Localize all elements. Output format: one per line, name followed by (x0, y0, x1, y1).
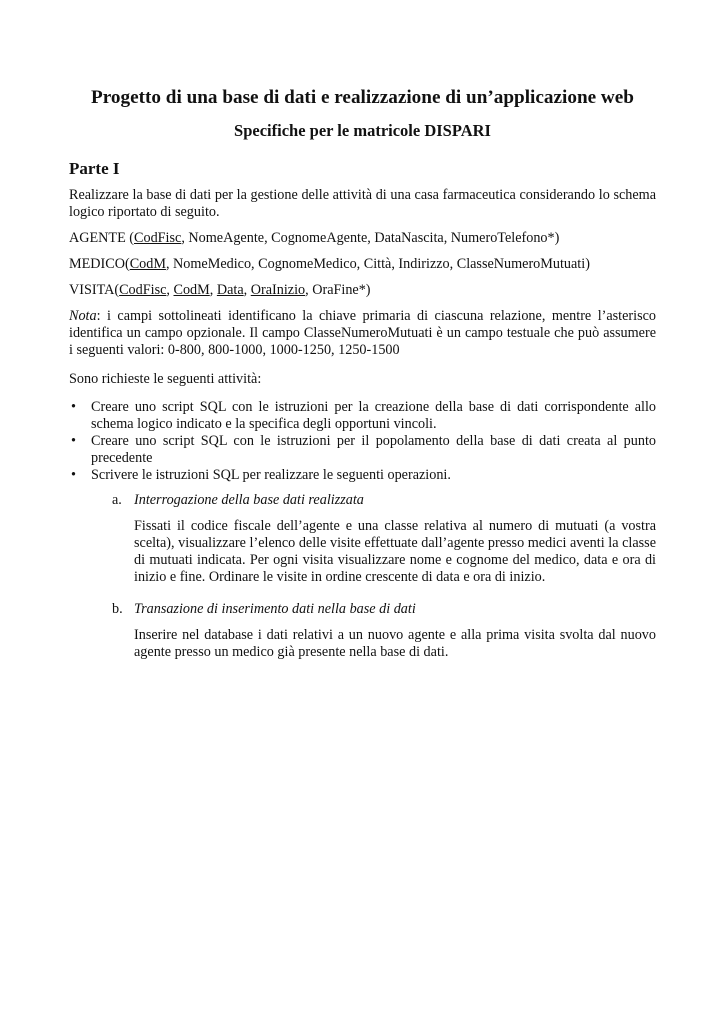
primary-key: CodM (173, 282, 210, 298)
document-body (69, 86, 656, 661)
bullet-icon: • (71, 433, 76, 449)
operation-b-heading (69, 601, 656, 618)
operation-b-text: Inserire nel database i dati relativi a un nuovo agente e alla prima visita svolta dal nuovo agente presso un medico già presente nella base di dati. (134, 627, 656, 660)
separator: , (166, 282, 174, 298)
primary-key: CodFisc (119, 282, 167, 298)
list-item (69, 467, 656, 484)
relation-fields: , OraFine*) (305, 282, 371, 298)
schema-agente (69, 230, 656, 247)
operation-a-heading (69, 492, 656, 509)
operation-a-text: Fissati il codice fiscale dell’agente e una classe relativa al numero di mutuati (a vostra scelta), visualizzare l’elenco delle visite effettuate dall’agente presso medici aventi la classe di mutuati indicata. Per ogni visita visualizzare nome e cognome del medico, data e ora di inizio e fine. Ordinare le visite in ordine crescente di data e ora di inizio. (134, 518, 656, 585)
list-item-text: Creare uno script SQL con le istruzioni per il popolamento della base di dati creata al punto precedente (91, 433, 656, 466)
separator: , (243, 282, 251, 298)
nota-paragraph (69, 308, 656, 359)
operations-list (69, 492, 656, 661)
operation-title: Transazione di inserimento dati nella base di dati (134, 601, 416, 617)
section-heading: Parte I (69, 159, 120, 178)
intro-paragraph: Realizzare la base di dati per la gestione delle attività di una casa farmaceutica considerando lo schema logico riportato di seguito. (69, 187, 656, 220)
relation-fields: , NomeMedico, CognomeMedico, Città, Indirizzo, ClasseNumeroMutuati) (165, 256, 590, 272)
relation-name: AGENTE ( (69, 230, 135, 246)
primary-key: CodM (129, 256, 166, 272)
schema-medico (69, 256, 656, 273)
list-item (69, 399, 656, 433)
primary-key: OraInizio (250, 282, 306, 298)
relation-name: VISITA( (69, 282, 120, 298)
bullet-icon: • (71, 399, 76, 415)
separator: , (209, 282, 217, 298)
relation-fields: , NomeAgente, CognomeAgente, DataNascita, NumeroTelefono*) (181, 230, 560, 246)
relation-name: MEDICO( (69, 256, 130, 272)
list-item-text: Scrivere le istruzioni SQL per realizzare le seguenti operazioni. (91, 467, 451, 483)
activities-intro: Sono richieste le seguenti attività: (69, 371, 262, 387)
document-title: Progetto di una base di dati e realizzazione di un’applicazione web (91, 87, 634, 108)
primary-key: Data (216, 282, 244, 298)
nota-label: Nota (69, 308, 97, 324)
primary-key: CodFisc (134, 230, 182, 246)
operation-label: a. (112, 492, 122, 508)
schema-visita (69, 282, 656, 299)
operation-label: b. (112, 601, 123, 617)
activities-list (69, 399, 656, 484)
operation-title: Interrogazione della base dati realizzata (134, 492, 364, 508)
list-item-text: Creare uno script SQL con le istruzioni per la creazione della base di dati corrispondente allo schema logico indicato e la specifica degli opportuni vincoli. (91, 399, 656, 432)
list-item (69, 433, 656, 467)
document-subtitle: Specifiche per le matricole DISPARI (234, 121, 491, 140)
bullet-icon: • (71, 467, 76, 483)
nota-text: : i campi sottolineati identificano la chiave primaria di ciascuna relazione, mentre l’asterisco identifica un campo opzionale. Il campo ClasseNumeroMutuati è un campo testuale che può assumere i seguenti valori: 0-800, 800-1000, 1000-1250, 1250-1500 (69, 308, 656, 358)
